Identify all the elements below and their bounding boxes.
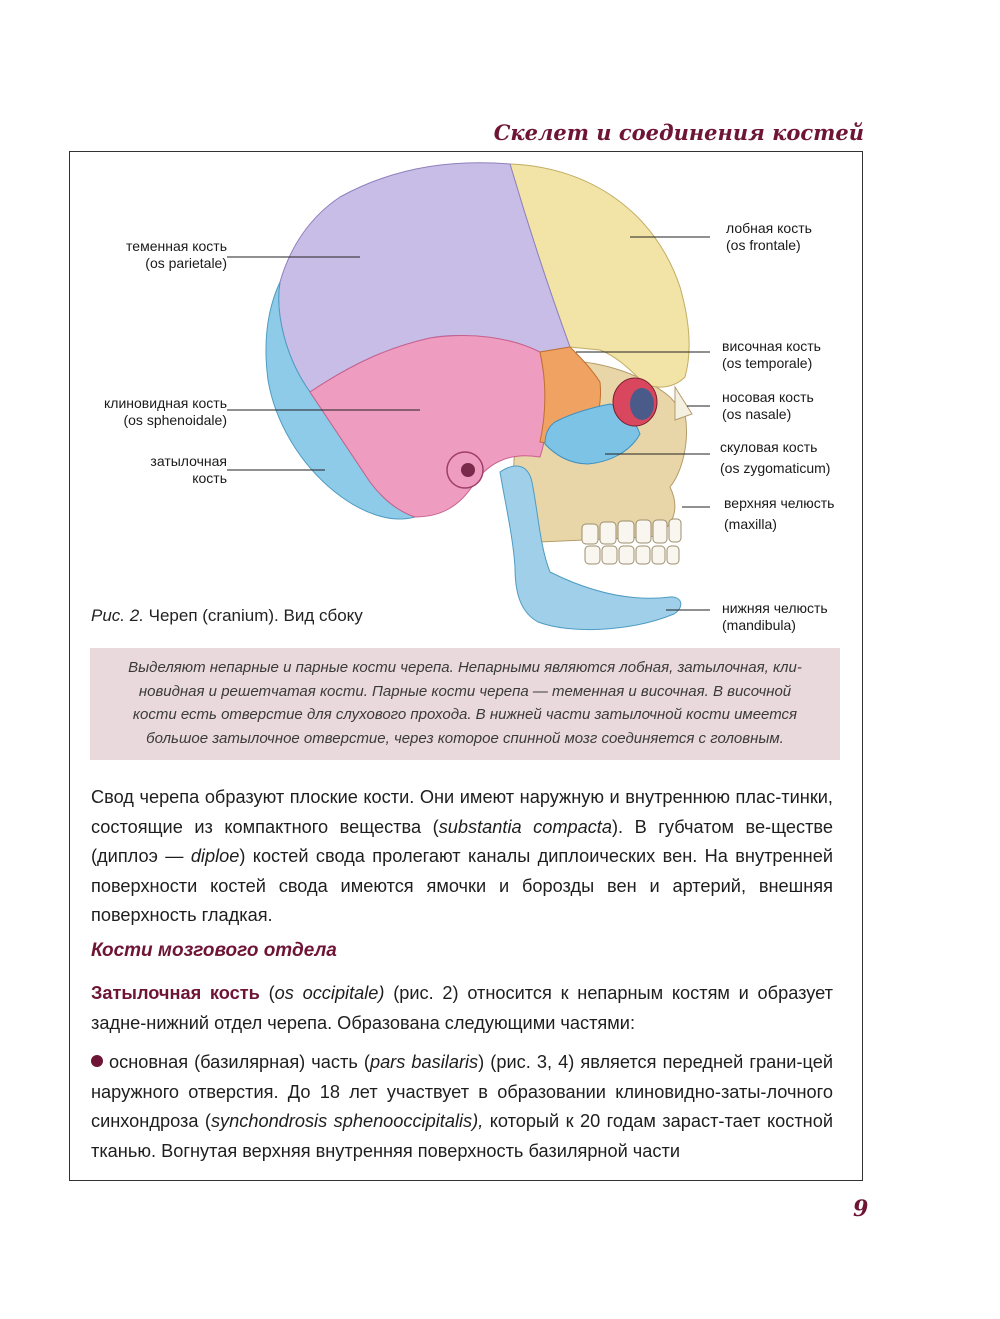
label-sphenoid: клиновидная кость (os sphenoidale) xyxy=(104,395,227,428)
skull-figure xyxy=(70,152,862,642)
nasal-bone xyxy=(675,387,692,420)
teeth xyxy=(582,519,681,564)
label-temporal: височная кость (os temporale) xyxy=(722,338,821,371)
label-parietal: теменная кость (os parietale) xyxy=(126,238,227,271)
caption-text: Череп (cranium). Вид сбоку xyxy=(143,606,363,625)
paragraph-occipital: Затылочная кость (os occipitale) (рис. 2) относится к непарным костям и образует задне-нижний отдел черепа. Образована следующими частями: xyxy=(91,983,833,1033)
label-frontal: лобная кость (os frontale) xyxy=(726,220,812,253)
label-maxilla: верхняя челюсть (maxilla) xyxy=(724,495,835,532)
info-line: большое затылочное отверстие, через которое спинной мозг соединяется с головным. xyxy=(146,729,784,747)
bullet-icon xyxy=(91,1055,103,1067)
bullet-basilar: основная (базилярная) часть (pars basilaris) (рис. 3, 4) является передней грани-цей наружного отверстия. До 18 лет участвует в образовании клиновидно-заты-лочного синхондроза (synchondrosis sphenooccipitalis), который к 20 годам зараст-тает костной тканью. Вогнутая верхняя внутренняя поверхность базилярной части xyxy=(91,1052,833,1161)
label-occipital: затылочная кость xyxy=(150,453,227,486)
info-line: кости есть отверстие для слухового прохода. В нижней части затылочной кости имеется xyxy=(132,706,798,723)
info-line: новидная и решетчатая кости. Парные кости черепа — теменная и височная. В височной xyxy=(138,682,792,700)
info-line: Выделяют непарные и парные кости черепа. Непарными являются лобная, затылочная, кли- xyxy=(128,659,802,676)
info-box xyxy=(90,648,840,760)
orbit-inner xyxy=(630,388,654,420)
caption-prefix: Рис. 2. xyxy=(91,606,144,625)
figure-caption xyxy=(91,606,363,626)
page-number: 9 xyxy=(853,1196,869,1222)
ear-canal-hole xyxy=(461,463,475,477)
label-zygomatic: скуловая кость (os zygomaticum) xyxy=(720,439,831,476)
label-mandible: нижняя челюсть (mandibula) xyxy=(722,600,828,633)
label-nasal: носовая кость (os nasale) xyxy=(722,389,814,422)
running-head: Скелет и соединения костей xyxy=(493,120,864,145)
section-title: Кости мозгового отдела xyxy=(91,940,337,961)
paragraph-vault: Свод черепа образуют плоские кости. Они имеют наружную и внутреннюю плас-тинки, состоящие из компактного вещества (substantia compacta). В губчатом ве-ществе (диплоэ — diploe) костей свода пролегают каналы диплоических вен. На внутренней поверхности костей свода имеются ямочки и борозды вен и артерий, внешняя поверхность гладкая. xyxy=(91,787,833,925)
term-occipital: Затылочная кость xyxy=(91,983,260,1003)
